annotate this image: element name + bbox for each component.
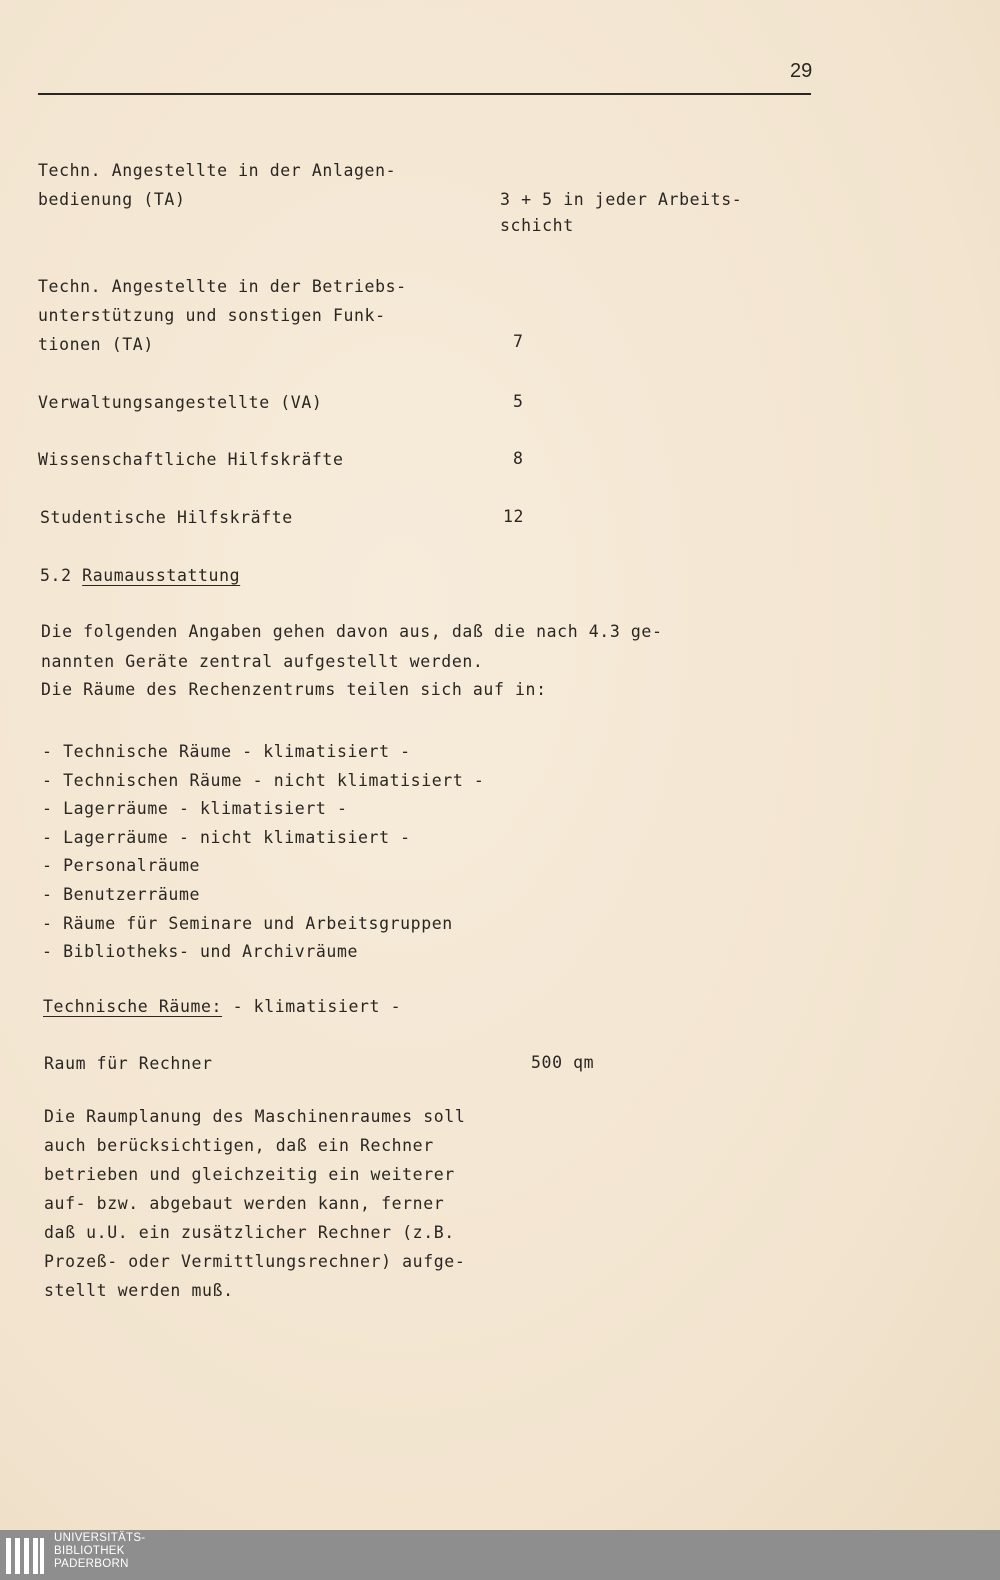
intro-line3: Die Räume des Rechenzentrums teilen sich auf in:: [41, 680, 547, 699]
paragraph-line: daß u.U. ein zusätzlicher Rechner (z.B.: [44, 1223, 455, 1242]
library-footer: [0, 1530, 1000, 1580]
header-rule: [38, 93, 811, 95]
page-number: 29: [790, 60, 813, 82]
staff-va-label: Verwaltungsangestellte (VA): [38, 393, 323, 412]
tech-rooms-heading: Technische Räume:: [43, 997, 223, 1016]
section-number: 5.2: [40, 566, 72, 585]
planning-paragraph: [44, 1102, 465, 1305]
library-logo-icon: [6, 1538, 46, 1574]
intro-line2: nannten Geräte zentral aufgestellt werden.: [41, 652, 484, 671]
section-heading: [40, 561, 240, 590]
list-item: - Bibliotheks- und Archivräume: [42, 942, 359, 962]
staff-wh-value: 8: [513, 449, 524, 468]
list-item: - Lagerräume - nicht klimatisiert -: [42, 827, 411, 847]
library-name-line3: PADERBORN: [54, 1558, 129, 1570]
staff-sh-value: 12: [503, 507, 525, 526]
room-value: 500 qm: [531, 1053, 595, 1072]
staff-ta-betrieb-line1: Techn. Angestellte in der Betriebs-: [38, 277, 407, 296]
library-name: [54, 1532, 145, 1571]
staff-ta-anlagen-line1: Techn. Angestellte in der Anlagen-: [38, 161, 397, 180]
room-type-list: [42, 738, 484, 967]
staff-wh-label: Wissenschaftliche Hilfskräfte: [38, 450, 344, 469]
paragraph-line: auf- bzw. abgebaut werden kann, ferner: [44, 1194, 445, 1213]
staff-ta-anlagen-value-line2: schicht: [500, 216, 574, 235]
staff-ta-anlagen-value-line1: 3 + 5 in jeder Arbeits-: [500, 190, 743, 209]
section-title: Raumausstattung: [82, 566, 241, 585]
list-item: - Räume für Seminare und Arbeitsgruppen: [42, 913, 453, 933]
paragraph-line: auch berücksichtigen, daß ein Rechner: [44, 1136, 434, 1155]
list-item: - Benutzerräume: [42, 884, 201, 904]
staff-ta-betrieb-line3: tionen (TA): [38, 335, 154, 354]
list-item: - Personalräume: [42, 856, 201, 876]
list-item: - Technischen Räume - nicht klimatisiert -: [42, 770, 485, 790]
paragraph-line: betrieben und gleichzeitig ein weiterer: [44, 1165, 455, 1184]
tech-rooms-heading-line: [43, 992, 401, 1021]
paragraph-line: Die Raumplanung des Maschinenraumes soll: [44, 1107, 466, 1126]
staff-ta-betrieb-value: 7: [513, 332, 524, 351]
paragraph-line: Prozeß- oder Vermittlungsrechner) aufge-: [44, 1252, 466, 1271]
staff-va-value: 5: [513, 392, 524, 411]
staff-ta-betrieb-line2: unterstützung und sonstigen Funk-: [38, 306, 386, 325]
staff-ta-anlagen-line2: bedienung (TA): [38, 190, 186, 209]
room-label: Raum für Rechner: [44, 1054, 213, 1073]
list-item: - Technische Räume - klimatisiert -: [42, 742, 411, 761]
staff-sh-label: Studentische Hilfskräfte: [40, 508, 293, 527]
tech-rooms-qualifier: - klimatisiert -: [222, 997, 402, 1016]
intro-line1: Die folgenden Angaben gehen davon aus, daß die nach 4.3 ge-: [41, 622, 663, 641]
paragraph-line: stellt werden muß.: [44, 1281, 234, 1300]
library-name-line2: BIBLIOTHEK: [54, 1545, 125, 1557]
library-name-line1: UNIVERSITÄTS-: [54, 1532, 146, 1544]
list-item: - Lagerräume - klimatisiert -: [42, 799, 348, 819]
